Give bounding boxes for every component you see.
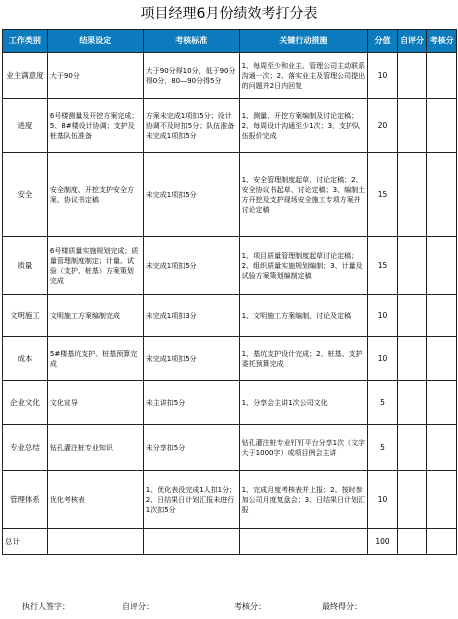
header-self-score: 自评分 <box>397 30 427 53</box>
appraisal-table <box>2 29 457 555</box>
total-row <box>3 529 457 555</box>
score-cell: 15 <box>368 153 398 237</box>
header-score: 分值 <box>368 30 398 53</box>
standard-cell: 方案未完成1项扣5分；设计协调不及时扣5分；队伍准备未完成1项扣5分 <box>143 99 239 153</box>
result-cell: 文化宣导 <box>47 381 143 425</box>
score-cell: 5 <box>368 381 398 425</box>
header-measures: 关键行动措施 <box>239 30 368 53</box>
total-measures-cell <box>239 529 368 555</box>
self-score-cell[interactable] <box>397 53 427 99</box>
result-cell: 优化考核表 <box>47 471 143 529</box>
table-row <box>3 53 457 99</box>
standard-cell: 1、优化表没完成1人扣1分；2、日结果日计划汇报未进行1次扣5分 <box>143 471 239 529</box>
measures-cell: 1、测量、开挖方案编制及讨论定稿；2、每周设计沟通至少1次；3、支护队伍报价完成 <box>239 99 368 153</box>
review-score-cell[interactable] <box>427 381 457 425</box>
self-score-cell[interactable] <box>397 337 427 381</box>
total-score: 100 <box>368 529 398 555</box>
review-score-cell[interactable] <box>427 153 457 237</box>
standard-cell: 未主讲扣5分 <box>143 381 239 425</box>
header-review-score: 考核分 <box>427 30 457 53</box>
measures-cell: 1、每周至少和业主、管理公司主动联系沟通一次；2、落实业主及管理公司提出的问题并2日内回复 <box>239 53 368 99</box>
measures-cell: 1、安全管理制度起草、讨论定稿；2、安全协议书起草、讨论定稿；3、编制土方开挖及支护现场安全施工专项方案并讨论定稿 <box>239 153 368 237</box>
executor-signature-label: 执行人签字： <box>22 602 70 611</box>
result-cell: 安全制度、开挖支护安全方案、协议书定稿 <box>47 153 143 237</box>
category-cell: 文明施工 <box>3 295 48 337</box>
standard-cell: 未完成1项扣5分 <box>143 337 239 381</box>
score-cell: 10 <box>368 337 398 381</box>
total-self-score-cell[interactable] <box>397 529 427 555</box>
table-row <box>3 381 457 425</box>
review-score-cell[interactable] <box>427 425 457 471</box>
result-cell: 6号楼测量及开挖方案完成；5、8#楼设计协调；支护及桩基队伍准备 <box>47 99 143 153</box>
measures-cell: 1、项目质量管理制度起草讨论定稿；2、组织质量实施规划编制；3、计量及试验方案策划编制定稿 <box>239 237 368 295</box>
final-score-label: 最终得分： <box>322 602 362 611</box>
table-row <box>3 237 457 295</box>
table-row <box>3 295 457 337</box>
result-cell: 大于90分 <box>47 53 143 99</box>
score-cell: 10 <box>368 53 398 99</box>
score-cell: 15 <box>368 237 398 295</box>
sheet-title: 项目经理6月份绩效考打分表 <box>140 6 318 22</box>
result-cell: 钻孔灌注桩专业知识 <box>47 425 143 471</box>
review-score-cell[interactable] <box>427 237 457 295</box>
measures-cell: 1、完成月度考核表并上报；2、按时参加公司月度复盘会；3、日结果日计划汇报 <box>239 471 368 529</box>
standard-cell: 未完成1项扣5分 <box>143 237 239 295</box>
table-row <box>3 337 457 381</box>
standard-cell: 大于90分得10分，低于90分得0分，80—90分得5分 <box>143 53 239 99</box>
self-score-cell[interactable] <box>397 381 427 425</box>
measures-cell: 1、分享会主讲1次公司文化 <box>239 381 368 425</box>
self-score-cell[interactable] <box>397 99 427 153</box>
category-cell: 安全 <box>3 153 48 237</box>
result-cell: 6号楼质量实施规划完成；质量管理制度制定；计量、试验（支护、桩基）方案策划完成 <box>47 237 143 295</box>
total-label: 总计 <box>3 529 48 555</box>
review-score-cell[interactable] <box>427 99 457 153</box>
standard-cell: 未完成1项扣3分 <box>143 295 239 337</box>
table-row <box>3 471 457 529</box>
header-category: 工作类别 <box>3 30 48 53</box>
review-score-cell[interactable] <box>427 471 457 529</box>
review-score-cell[interactable] <box>427 337 457 381</box>
result-cell: 文明施工方案编制完成 <box>47 295 143 337</box>
score-cell: 10 <box>368 471 398 529</box>
total-review-score-cell[interactable] <box>427 529 457 555</box>
review-score-cell[interactable] <box>427 53 457 99</box>
score-cell: 5 <box>368 425 398 471</box>
measures-cell: 1、基坑支护设计完成；2、桩基、支护委托预算完成 <box>239 337 368 381</box>
self-score-cell[interactable] <box>397 425 427 471</box>
review-score-label: 考核分： <box>234 602 266 611</box>
review-score-cell[interactable] <box>427 295 457 337</box>
header-standard: 考核标准 <box>143 30 239 53</box>
category-cell: 企业文化 <box>3 381 48 425</box>
self-score-cell[interactable] <box>397 153 427 237</box>
result-cell: 5#楼基坑支护、桩基预算完成 <box>47 337 143 381</box>
category-cell: 专业总结 <box>3 425 48 471</box>
total-standard-cell <box>143 529 239 555</box>
signature-footer <box>0 597 458 617</box>
category-cell: 质量 <box>3 237 48 295</box>
self-score-cell[interactable] <box>397 237 427 295</box>
table-row <box>3 153 457 237</box>
header-result: 结果设定 <box>47 30 143 53</box>
score-cell: 10 <box>368 295 398 337</box>
standard-cell: 未完成1项扣5分 <box>143 153 239 237</box>
header-row <box>3 30 457 53</box>
score-cell: 20 <box>368 99 398 153</box>
category-cell: 成本 <box>3 337 48 381</box>
self-score-label: 自评分： <box>122 602 154 611</box>
measures-cell: 1、文明施工方案编制、讨论及定稿 <box>239 295 368 337</box>
table-row <box>3 425 457 471</box>
table-row <box>3 99 457 153</box>
category-cell: 管理体系 <box>3 471 48 529</box>
self-score-cell[interactable] <box>397 295 427 337</box>
self-score-cell[interactable] <box>397 471 427 529</box>
measures-cell: 钻孔灌注桩专业钉钉平台分享1次（文字大于1000字）或项目例会主讲 <box>239 425 368 471</box>
total-result-cell <box>47 529 143 555</box>
category-cell: 业主满意度 <box>3 53 48 99</box>
category-cell: 进度 <box>3 99 48 153</box>
standard-cell: 未分享扣5分 <box>143 425 239 471</box>
